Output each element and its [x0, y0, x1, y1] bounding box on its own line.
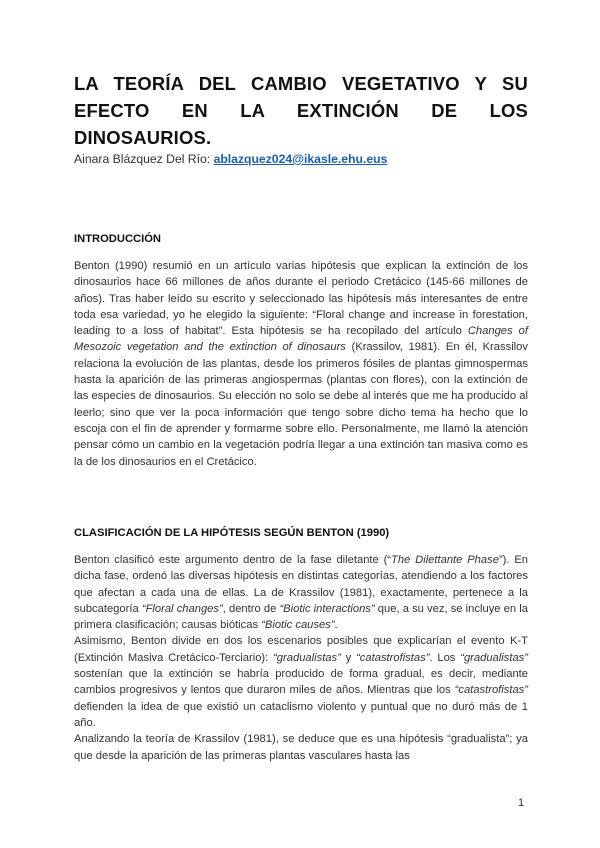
- section-heading-intro: INTRODUCCIÓN: [74, 233, 162, 245]
- document-page: [74, 70, 528, 762]
- author-line: [74, 151, 528, 168]
- title-line: DINOSAURIOS.: [74, 127, 212, 148]
- classification-paragraph-1: Benton clasificó este argumento dentro de la fase diletante (“The Dilettante Phase”). En dicha fase, ordenó las diversas hipótesis en distintas categorías, atendiendo a los factores que afectan a cada una de ellas. La de Krassilov (1981), exactamente, pertenece a la subcategoría “Floral changes”, dentro de “Biotic interactions” que, a su vez, se incluye en la primera clasificación; causas bióticas “Biotic causes”.: [74, 554, 528, 632]
- author-name: Ainara Blázquez Del Río:: [74, 152, 211, 166]
- author-email-link[interactable]: ablazquez024@ikasle.ehu.eus: [213, 152, 388, 166]
- title-line: LA TEORÍA DEL CAMBIO VEGETATIVO Y SU: [74, 73, 528, 94]
- paper-title: [74, 70, 528, 151]
- classification-paragraph-2: Asimismo, Benton divide en dos los escenarios posibles que explicarían el evento K-T (Extinción Masiva Cretácico-Terciario): “gradualistas” y “catastrofistas”. Los “gradualistas” sostenían que la extinción se habría producido de forma gradual, es decir, mediante cambios progresivos y lentos que duraron miles de años. Mientras que los “catastrofistas” defienden la idea de que existió un cataclismo violento y puntual que no duró más de 1 año.: [74, 635, 528, 729]
- title-line: EFECTO EN LA EXTINCIÓN DE LOS: [74, 100, 528, 121]
- section-heading-classification: CLASIFICACIÓN DE LA HIPÓTESIS SEGÚN BENTON (1990): [74, 527, 390, 539]
- classification-body: [74, 552, 528, 764]
- intro-paragraph: Benton (1990) resumió en un artículo varias hipótesis que explican la extinción de los dinosaurios hace 66 millones de años durante el periodo Cretácico (145-66 millones de años). Tras haber leído su escrito y seleccionado las hipótesis más interesantes de entre toda esa variedad, yo he elegido la siguiente: “Floral change and increase in forestation, leading to a loss of habitat”. Esta hipótesis se ha recopilado del artículo Changes of Mesozoic vegetation and the extinction of dinosaurs (Krassilov, 1981). En él, Krassilov relaciona la evolución de las plantas, desde los primeros fósiles de plantas gimnospermas hasta la aparición de las primeras angiospermas (plantas con flores), con la extinción de las especies de dinosaurios. Su elección no solo se debe al interés que me ha producido al leerlo; sino que ver la poca información que tengo sobre dicho tema ha hecho que lo escoja con el fin de aprender y formarme sobre ello. Personalmente, me llamó la atención pensar cómo un cambio en la vegetación podría llegar a una extinción tan masiva como es la de los dinosaurios en el Cretácico.: [74, 260, 528, 468]
- classification-paragraph-3: Analizando la teoría de Krassilov (1981), se deduce que es una hipótesis “gradualista”; ya que desde la aparición de las primeras plantas vasculares hasta las: [74, 733, 528, 762]
- page-number: 1: [518, 797, 525, 809]
